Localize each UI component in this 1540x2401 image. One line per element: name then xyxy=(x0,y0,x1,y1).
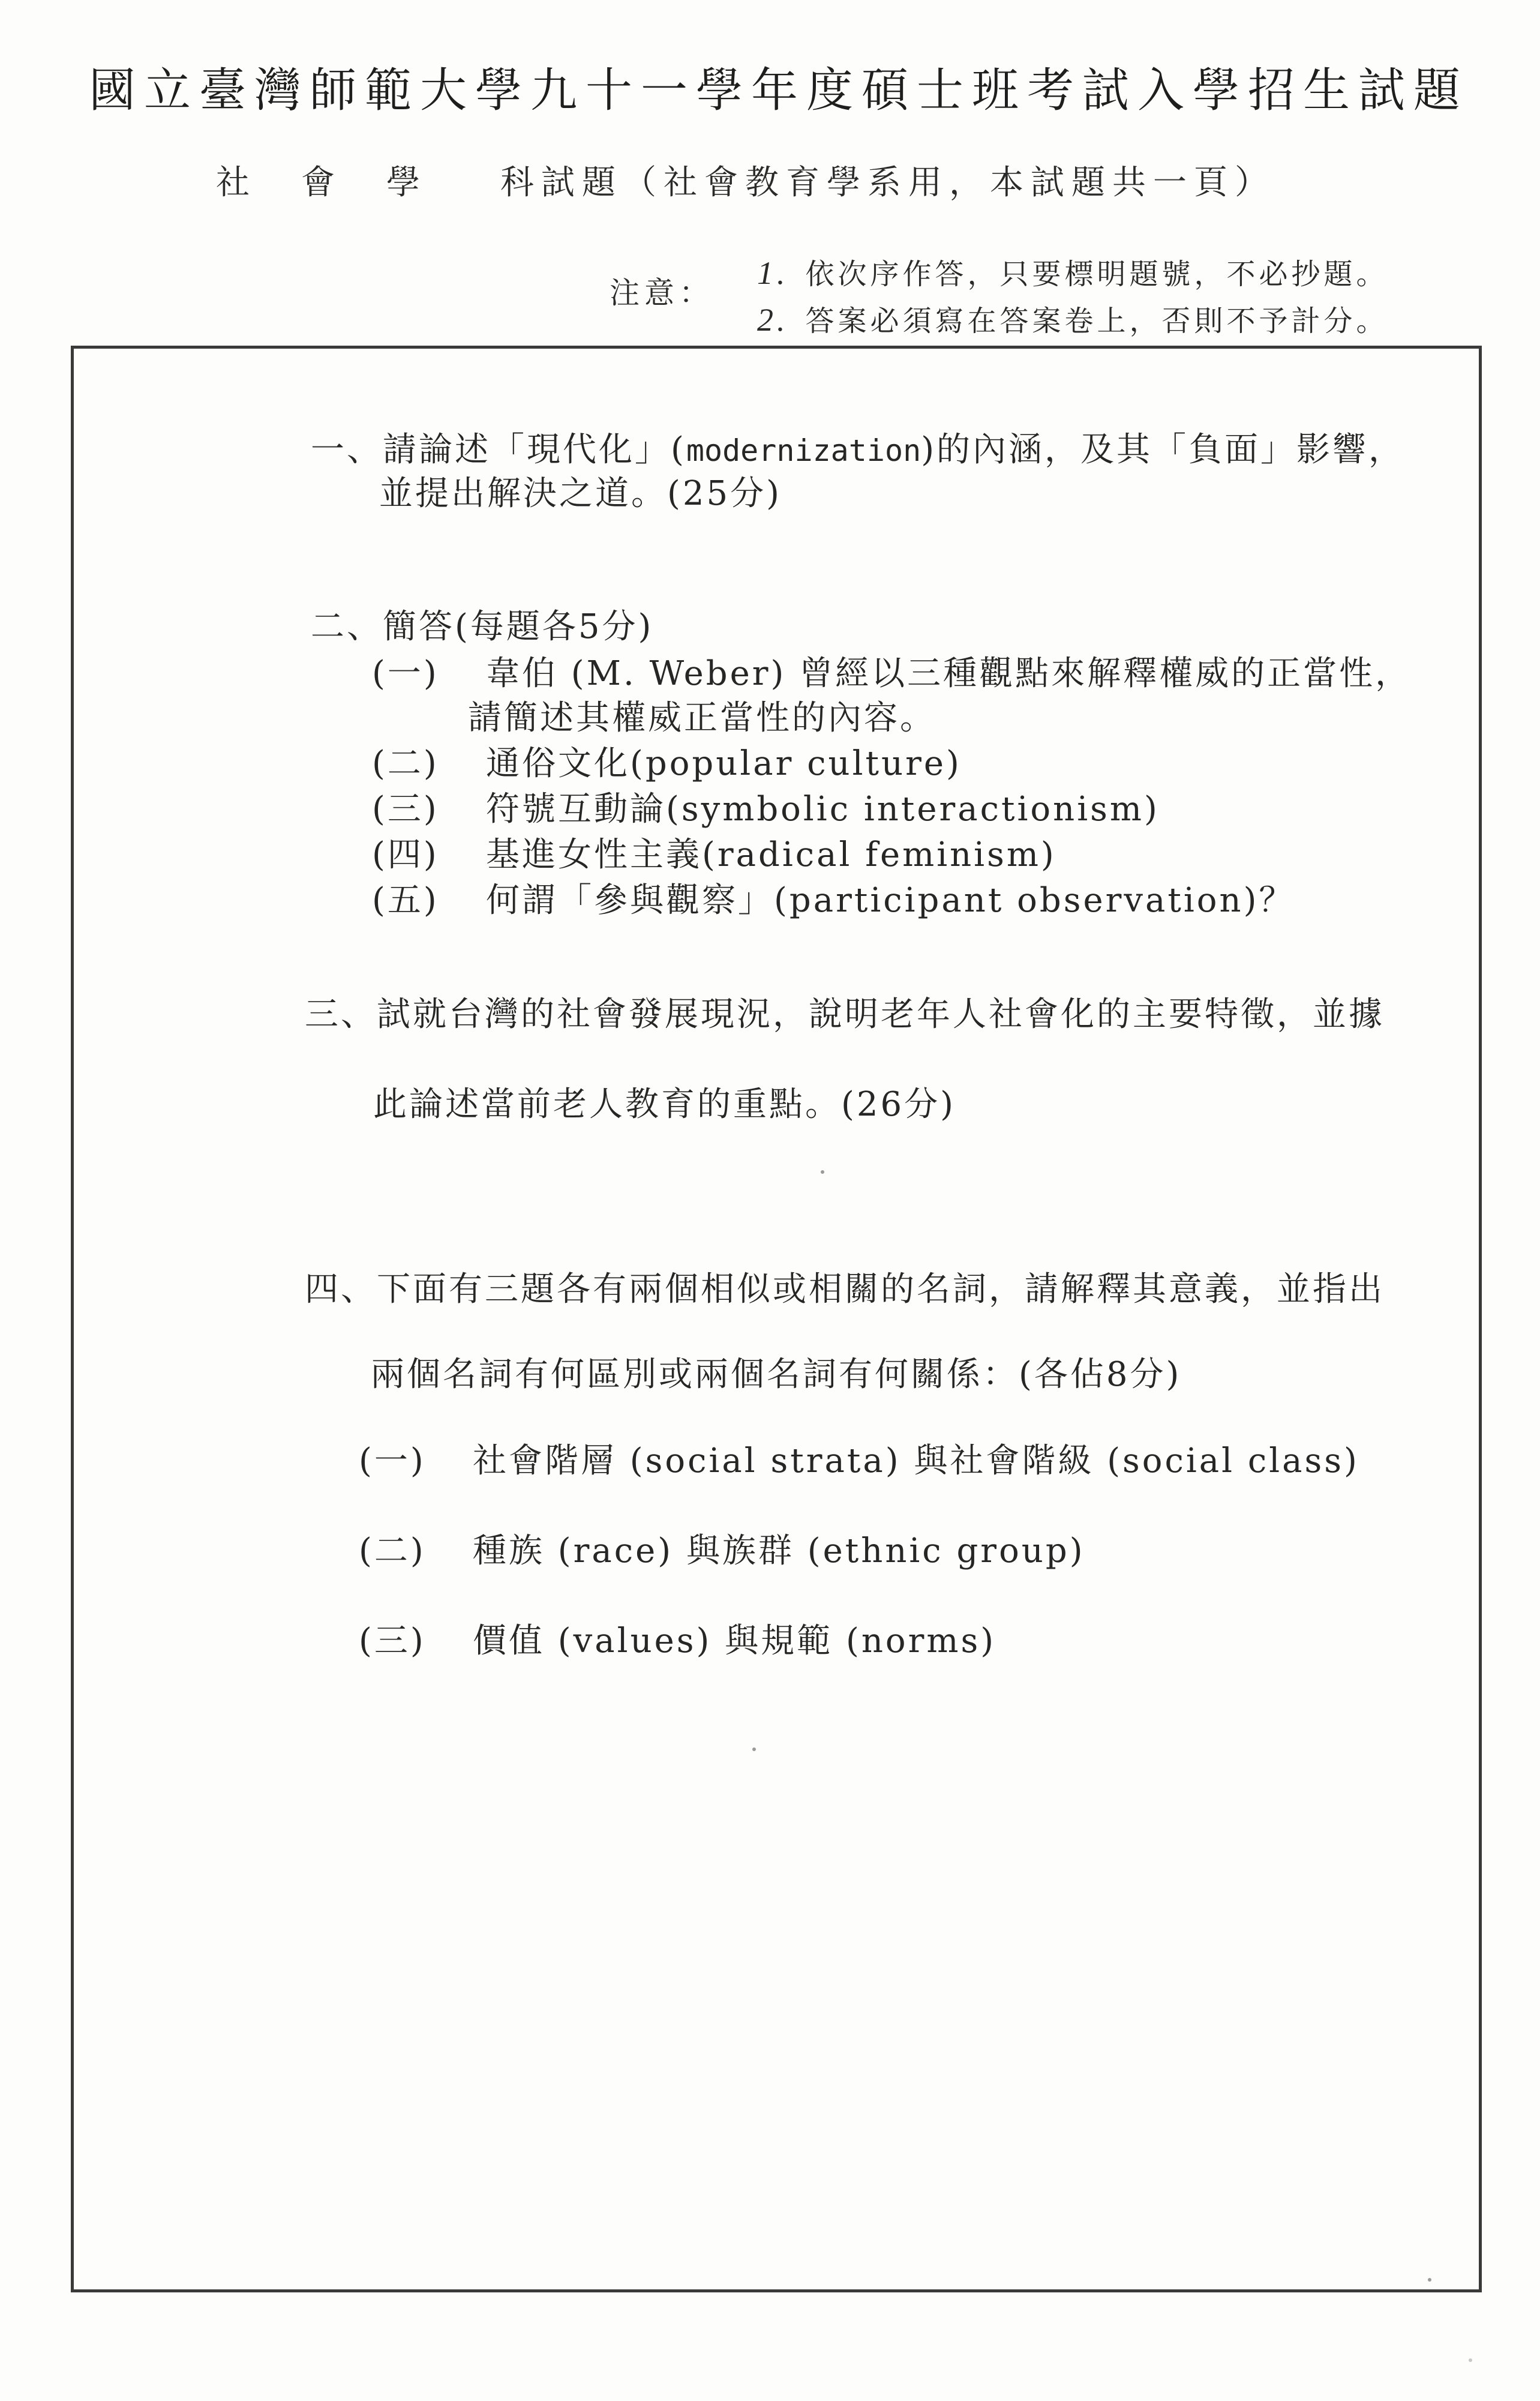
item-text: 符號互動論(symbolic interactionism) xyxy=(486,790,1160,829)
scan-speck xyxy=(821,1170,824,1174)
q1-line1 xyxy=(311,423,1404,471)
q4-item-1 xyxy=(359,1434,1359,1482)
note-number: 1. xyxy=(757,255,789,291)
note-text: 答案必須寫在答案卷上，否則不予計分。 xyxy=(805,304,1389,338)
item-mark: (二) xyxy=(372,744,439,783)
subject-name: 社會學 xyxy=(216,163,472,202)
item-mark: (一) xyxy=(372,654,439,693)
q2-item-3 xyxy=(372,783,1160,831)
item-text: 韋伯 (M. Weber) 曾經以三種觀點來解釋權威的正當性， xyxy=(486,654,1412,693)
q4-item-3 xyxy=(359,1614,996,1662)
question-frame xyxy=(71,346,1482,2292)
item-mark: (一) xyxy=(359,1441,426,1480)
q2-item-5 xyxy=(372,874,1295,922)
note-text: 依次序作答，只要標明題號，不必抄題。 xyxy=(805,257,1389,291)
notes-label: 注意： xyxy=(610,275,714,310)
item-mark: (三) xyxy=(359,1621,426,1660)
note-item-1 xyxy=(757,251,1389,292)
q1-text-b: )的內涵，及其「負面」影響， xyxy=(921,430,1405,469)
q1-term: modernization xyxy=(686,433,921,468)
item-text: 通俗文化(popular culture) xyxy=(486,744,962,783)
q4-line2: 兩個名詞有何區別或兩個名詞有何關係：(各佔8分) xyxy=(371,1355,1182,1394)
q1-line2: 並提出解決之道。(25分) xyxy=(379,474,782,513)
subtitle-rest: 科試題（社會教育學系用，本試題共一頁） xyxy=(500,163,1275,202)
item-text: 種族 (race) 與族群 (ethnic group) xyxy=(473,1531,1085,1570)
item-mark: (四) xyxy=(372,835,439,874)
exam-title: 國立臺灣師範大學九十一學年度碩士班考試入學招生試題 xyxy=(89,64,1469,118)
q2-item-4 xyxy=(372,828,1056,876)
note-item-2 xyxy=(757,298,1389,339)
q2-heading: 二、簡答(每題各5分) xyxy=(311,607,654,646)
q3-line2: 此論述當前老人教育的重點。(26分) xyxy=(373,1085,956,1124)
q3-line1: 三、試就台灣的社會發展現況，說明老年人社會化的主要特徵，並據 xyxy=(305,995,1385,1034)
q4-item-2 xyxy=(359,1524,1085,1572)
q4-line1: 四、下面有三題各有兩個相似或相關的名詞，請解釋其意義，並指出 xyxy=(305,1270,1385,1309)
item-mark: (二) xyxy=(359,1531,426,1570)
q2-item-2 xyxy=(372,737,962,785)
scan-speck xyxy=(1428,2278,1431,2282)
item-mark: (三) xyxy=(372,790,439,829)
scan-speck xyxy=(752,1747,756,1751)
q2-item-1-cont: 請簡述其權威正當性的內容。 xyxy=(468,699,936,738)
exam-subtitle xyxy=(216,156,1275,204)
item-text: 何謂「參與觀察」(participant observation)？ xyxy=(486,881,1295,920)
item-text: 價值 (values) 與規範 (norms) xyxy=(473,1621,996,1660)
q1-text-a: 一、請論述「現代化」( xyxy=(311,430,686,469)
item-text: 社會階層 (social strata) 與社會階級 (social class) xyxy=(473,1441,1359,1480)
q2-item-1 xyxy=(372,647,1411,695)
scan-speck xyxy=(1469,2358,1472,2362)
item-mark: (五) xyxy=(372,881,439,920)
note-number: 2. xyxy=(757,302,789,338)
item-text: 基進女性主義(radical feminism) xyxy=(486,835,1056,874)
